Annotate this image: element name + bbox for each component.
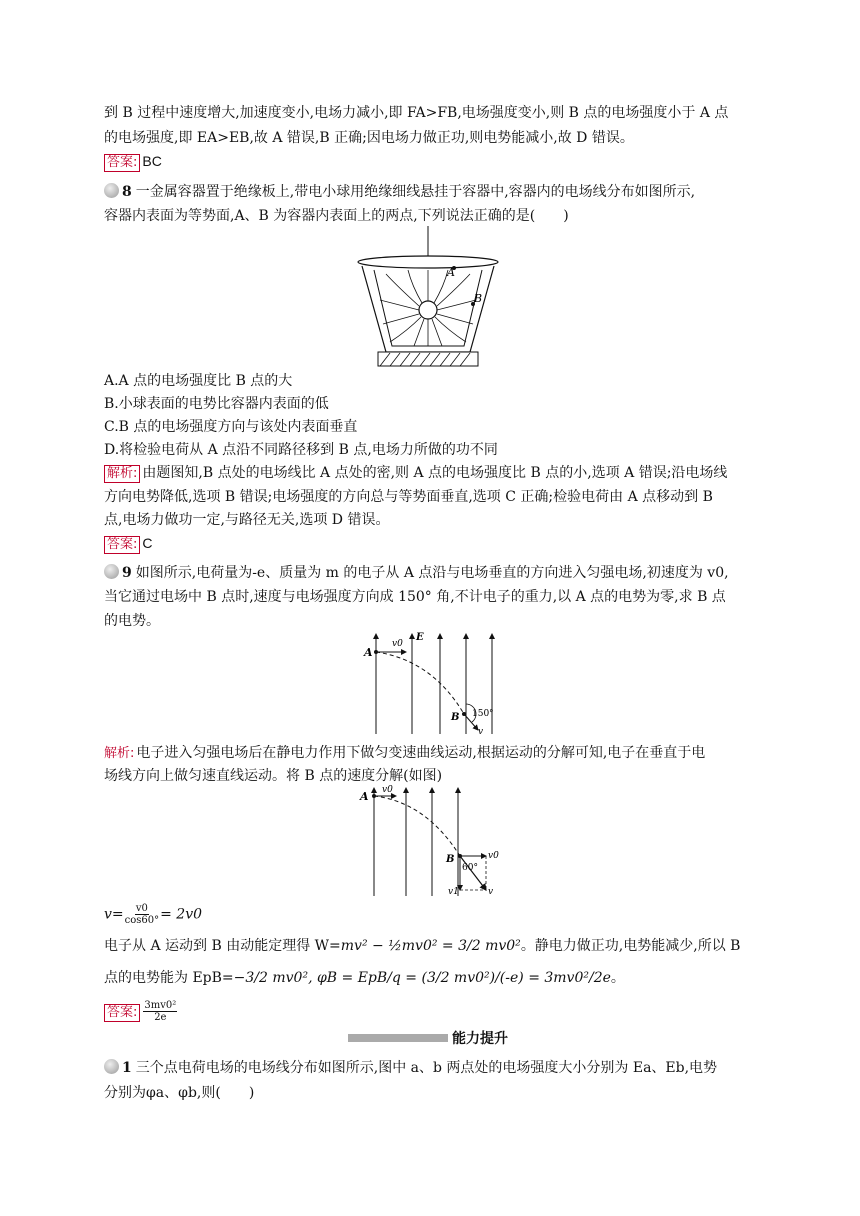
q8-stem-line-2: 容器内表面为等势面,A、B 为容器内表面上的两点,下列说法正确的是( ) — [104, 208, 569, 224]
q8-option-a: A.A 点的电场强度比 B 点的大 — [104, 373, 293, 389]
q8-analysis-line-2: 方向电势降低,选项 B 错误;电场强度的方向总与等势面垂直,选项 C 正确;检验电荷由 A 点移动到 B — [104, 489, 713, 505]
fig-label-a: A — [364, 646, 373, 659]
fig-label-b: B — [451, 712, 460, 723]
q9-analysis-line-1 — [104, 743, 705, 763]
eq2-body: mv² − ½mv0² = 3/2 mv0² — [340, 938, 521, 954]
q9-answer-row — [104, 1000, 178, 1023]
top-answer-row — [104, 151, 162, 172]
analysis-tag: 解析: — [104, 746, 135, 761]
eq1-left: v= — [104, 906, 124, 923]
fig-label-angle: 60° — [462, 863, 478, 873]
eq3-body: 3/2 mv0², φB = EpB/q = (3/2 mv0²)/(-e) = 3mv0²/2e — [245, 970, 611, 986]
fig-label-v0-top: v0 — [382, 785, 393, 795]
top-line-1: 到 B 过程中速度增大,加速度变小,电场力减小,即 FA>FB,电场强度变小,则 B 点的电场强度小于 A 点 — [104, 105, 729, 121]
q9-analysis-line-2: 场线方向上做匀速直线运动。将 B 点的速度分解(如图) — [104, 768, 443, 784]
section-bar — [348, 1034, 448, 1042]
section-title: 能力提升 — [452, 1031, 508, 1047]
answer-tag: 答案: — [104, 536, 140, 554]
q8-option-d: D.将检验电荷从 A 点沿不同路径移到 B 点,电场力所做的功不同 — [104, 442, 498, 458]
q8-container-figure — [352, 226, 500, 368]
question-bullet-icon — [104, 564, 119, 579]
q9-analysis-text: 电子进入匀强电场后在静电力作用下做匀变速曲线运动,根据运动的分解可知,电子在垂直于电 — [136, 745, 706, 761]
answer-numerator: 3mv0² — [144, 1000, 177, 1011]
answer-fraction — [143, 1000, 177, 1023]
q8-option-c: C.B 点的电场强度方向与该处内表面垂直 — [104, 419, 358, 435]
q9-stem-text: 如图所示,电荷量为-e、质量为 m 的电子从 A 点沿与电场垂直的方向进入匀强电场,初速度为 v0, — [135, 565, 729, 581]
fig-label-b: B — [446, 854, 455, 865]
q9-field-figure-2 — [356, 784, 506, 900]
top-line-2: 的电场强度,即 EA>EB,故 A 错误,B 正确;因电场力做正功,则电势能减小,故 D 错误。 — [104, 130, 634, 146]
q9-stem-line-1 — [104, 563, 729, 583]
eq2-suffix: 。静电力做正功,电势能减少,所以 B — [520, 938, 741, 954]
eq3-suffix: 。 — [610, 970, 625, 986]
question-bullet-icon — [104, 1059, 119, 1074]
q8-stem-text: 一金属容器置于绝缘板上,带电小球用绝缘细线悬挂于容器中,容器内的电场线分布如图所示, — [135, 184, 696, 200]
q1-stem-text: 三个点电荷电场的电场线分布如图所示,图中 a、b 两点处的电场强度大小分别为 Ea、Eb,电势 — [135, 1060, 718, 1076]
fig-label-v1: v1 — [448, 887, 459, 897]
section-header — [348, 1028, 508, 1048]
q8-stem-line-1 — [104, 182, 695, 202]
q1-stem-line-2: 分别为φa、φb,则( ) — [104, 1085, 255, 1101]
q9-equation-3 — [104, 968, 625, 988]
fig-label-angle: 150° — [472, 709, 494, 719]
question-number: 1 — [122, 1060, 132, 1076]
q8-option-b: B.小球表面的电势比容器内表面的低 — [104, 396, 329, 412]
answer-tag: 答案: — [104, 154, 140, 172]
q9-stem-line-3: 的电势。 — [104, 613, 160, 629]
answer-value: BC — [142, 153, 162, 169]
question-bullet-icon — [104, 183, 119, 198]
fig-label-v: v — [478, 727, 484, 736]
eq1-numerator: v0 — [135, 903, 148, 914]
fig-label-b: B — [474, 292, 483, 305]
fig-label-a: A — [360, 790, 369, 803]
q8-answer-row — [104, 533, 153, 554]
fig-label-v0-right: v0 — [488, 851, 499, 861]
answer-value: C — [142, 535, 153, 551]
question-number: 8 — [122, 184, 132, 200]
q8-analysis-line-3: 点,电场力做功一定,与路径无关,选项 D 错误。 — [104, 512, 390, 528]
eq3-prefix: 点的电势能为 EpB=− — [104, 970, 246, 986]
analysis-tag: 解析: — [104, 465, 140, 483]
answer-tag: 答案: — [104, 1004, 140, 1022]
fig-label-v0: v0 — [392, 639, 403, 649]
q9-equation-2 — [104, 936, 740, 956]
fig-label-v: v — [488, 887, 494, 897]
question-number: 9 — [122, 565, 132, 581]
q8-analysis-text: 由题图知,B 点处的电场线比 A 点处的密,则 A 点的电场强度比 B 点的小,选项 A 错误;沿电场线 — [142, 465, 728, 481]
eq1-denominator: cos60° — [124, 915, 160, 926]
q8-analysis-line-1 — [104, 463, 727, 483]
fig-label-a: A — [447, 266, 455, 279]
q9-stem-line-2: 当它通过电场中 B 点时,速度与电场强度方向成 150° 角,不计电子的重力,以 A 点的电势为零,求 B 点 — [104, 589, 726, 605]
q9-equation-1 — [104, 903, 202, 926]
eq1-right: = 2v0 — [160, 906, 203, 923]
q1-stem-line-1 — [104, 1058, 717, 1078]
fig-label-e: E — [416, 632, 424, 643]
eq2-prefix: 电子从 A 运动到 B 由动能定理得 W= — [104, 938, 341, 954]
q9-field-figure-1 — [362, 630, 512, 736]
eq1-fraction — [125, 903, 159, 926]
answer-denominator: 2e — [154, 1012, 167, 1023]
